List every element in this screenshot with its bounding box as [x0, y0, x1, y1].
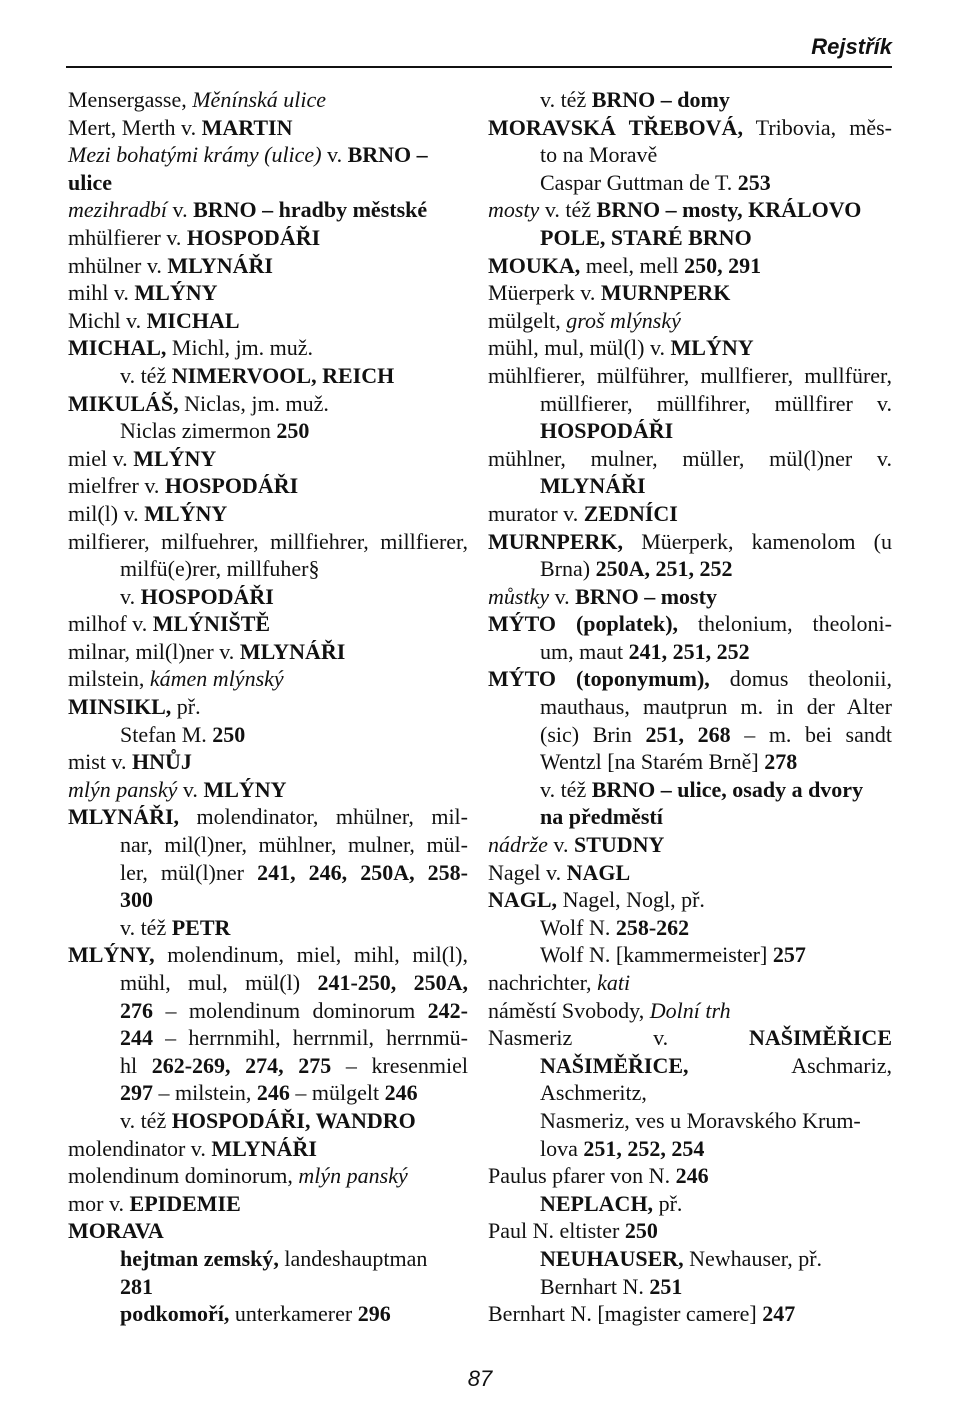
index-entry-line — [488, 665, 892, 693]
entry-text: Nasmeriz, ves u Moravského Krum- — [540, 1107, 861, 1133]
entry-text: Bernhart N. [magister camere] — [488, 1301, 763, 1327]
entry-bold-text: MÝTO (toponymum), — [488, 666, 710, 692]
entry-text: Stefan M. — [120, 721, 213, 747]
entry-bold-text: MIKULÁŠ, — [68, 390, 179, 416]
entry-bold-text: 250A, 251, 252 — [595, 556, 733, 582]
entry-italic-text: mlýn panský — [298, 1163, 408, 1189]
entry-bold-text: 296 — [357, 1301, 391, 1327]
entry-italic-text: mosty — [488, 197, 540, 223]
index-entry-line — [68, 1052, 468, 1080]
entry-text: milnar, mil(l)ner v. — [68, 638, 240, 664]
entry-bold-text: NEPLACH, — [540, 1190, 654, 1216]
entry-text: molendinum, miel, mihl, mil(l), — [154, 942, 468, 968]
entry-text: Caspar Guttman de T. — [540, 169, 738, 195]
index-entry-line — [68, 583, 468, 611]
entry-bold-text: PETR — [171, 914, 231, 940]
entry-bold-text: hejtman zemský, — [120, 1245, 279, 1271]
entry-text: thelonium, theoloni- — [678, 611, 892, 637]
entry-text: milhof v. — [68, 611, 153, 637]
index-entry-line — [68, 196, 468, 224]
entry-bold-text: MLÝNY — [670, 335, 754, 361]
entry-bold-text: 250 — [276, 418, 310, 444]
index-entry-line — [488, 1024, 892, 1052]
entry-text: mauthaus, mautprun m. in der Alter — [540, 694, 892, 720]
index-entry-line — [68, 914, 468, 942]
entry-bold-text: MLÝNY — [133, 445, 217, 471]
entry-bold-text: MINSIKL, — [68, 694, 172, 720]
index-column-left — [68, 86, 468, 1328]
index-entry-line — [68, 445, 468, 473]
entry-bold-text: 241, 251, 252 — [628, 638, 750, 664]
entry-text: v. — [547, 832, 574, 858]
index-entry-line — [68, 638, 468, 666]
entry-bold-text: HOSPODÁŘI — [140, 583, 274, 609]
header-title: Rejstřík — [811, 34, 892, 59]
entry-bold-text: MLÝNY, — [68, 942, 155, 968]
entry-bold-text: 297 — [120, 1080, 153, 1106]
entry-text: mhülfierer v. — [68, 224, 187, 250]
entry-bold-text: MICHAL, — [68, 335, 167, 361]
entry-bold-text: MARTIN — [201, 114, 293, 140]
entry-bold-text: 281 — [120, 1273, 153, 1299]
entry-bold-text: 241, 246, 250A, 258- — [257, 859, 469, 885]
index-entry-line — [68, 555, 468, 583]
entry-bold-text: 241-250, 250A, — [317, 970, 468, 995]
entry-text: Michl, jm. muž. — [166, 335, 314, 361]
index-entry-line — [488, 1245, 892, 1273]
entry-bold-text: NAGL — [566, 859, 631, 885]
index-entry-line — [68, 886, 468, 914]
entry-bold-text: 247 — [762, 1301, 796, 1327]
index-entry-line — [488, 390, 892, 418]
entry-text: Müerperk, kamenolom (u — [623, 528, 892, 554]
entry-bold-text: 242- — [427, 997, 468, 1023]
entry-text: um, maut — [540, 638, 629, 664]
entry-bold-text: HNŮJ — [131, 749, 192, 775]
index-entry-line — [488, 196, 892, 224]
entry-text: nar, mil(l)ner, mühlner, mulner, mül- — [120, 832, 468, 858]
running-header — [66, 30, 892, 68]
index-entry-line — [68, 1107, 468, 1135]
entry-text: Newhauser, př. — [683, 1245, 823, 1271]
index-entry-line — [488, 555, 892, 583]
entry-bold-text: NAGL, — [488, 887, 558, 913]
index-entry-line — [488, 1052, 892, 1107]
index-entry-line — [68, 252, 468, 280]
entry-bold-text: MORAVA — [68, 1218, 164, 1244]
entry-text: – molendinum dominorum — [153, 997, 428, 1023]
entry-bold-text: ulice — [68, 169, 112, 195]
entry-text: mülgelt, — [488, 307, 567, 333]
entry-text: př. — [653, 1190, 683, 1216]
entry-bold-text: ZEDNÍCI — [583, 500, 678, 526]
entry-italic-text: Mezi bohatými krámy (ulice) — [68, 142, 322, 168]
entry-italic-text: můstky — [488, 583, 550, 609]
index-entry-line — [68, 279, 468, 307]
entry-text: meel, mell — [580, 252, 685, 278]
index-entry-line — [488, 693, 892, 721]
index-entry-line — [488, 721, 892, 749]
page-number: 87 — [467, 1366, 493, 1391]
index-entry-line — [68, 748, 468, 776]
index-entry-line — [68, 86, 468, 114]
index-entry-line — [68, 1217, 468, 1245]
entry-bold-text: 246 — [384, 1080, 418, 1106]
index-entry-line — [488, 776, 892, 804]
entry-bold-text: MLÝNY — [134, 280, 218, 306]
index-entry-line — [488, 114, 892, 142]
entry-bold-text: MOUKA, — [488, 252, 581, 278]
index-entry-line — [68, 1190, 468, 1218]
index-entry-line — [488, 472, 892, 500]
entry-text: molendinum dominorum, — [68, 1163, 299, 1189]
index-entry-line — [488, 914, 892, 942]
index-entry-line — [68, 500, 468, 528]
entry-text: mühl, mul, mül(l) — [120, 970, 318, 995]
entry-bold-text: 251, 268 — [645, 721, 731, 747]
entry-bold-text: MLYNÁŘI — [540, 473, 646, 499]
entry-bold-text: EPIDEMIE — [129, 1190, 241, 1216]
index-entry-line — [488, 1135, 892, 1163]
entry-text: mühlner, mulner, müller, mül(l)ner v. — [488, 445, 892, 471]
entry-bold-text: BRNO – mosty — [575, 583, 717, 609]
entry-italic-text: groš mlýnský — [566, 307, 681, 333]
entry-text: náměstí Svobody, — [488, 997, 650, 1023]
entry-text: Mert, Merth v. — [68, 114, 202, 140]
index-entry-line — [488, 1300, 892, 1328]
index-entry-line — [68, 859, 468, 887]
entry-text: v. — [177, 776, 204, 802]
entry-text: hl — [120, 1052, 152, 1078]
entry-bold-text: MÝTO (poplatek), — [488, 611, 679, 637]
entry-text: mihl v. — [68, 280, 135, 306]
entry-text: př. — [171, 694, 201, 720]
index-entry-line — [488, 279, 892, 307]
entry-text: v. — [167, 197, 194, 223]
entry-text: Nasmeriz v. — [488, 1025, 749, 1051]
entry-bold-text: HOSPODÁŘI — [540, 418, 674, 444]
entry-italic-text: kámen mlýnský — [149, 666, 284, 692]
index-entry-line — [488, 417, 892, 445]
entry-bold-text: MLÝNIŠTĚ — [152, 611, 271, 637]
entry-bold-text: 276 — [120, 997, 153, 1023]
index-entry-line — [488, 307, 892, 335]
index-entry-line — [68, 610, 468, 638]
index-entry-line — [488, 1162, 892, 1190]
entry-text: Aschmariz, Aschmeritz, — [540, 1052, 892, 1106]
index-entry-line — [488, 169, 892, 197]
entry-text: Paulus pfarer von N. — [488, 1163, 676, 1189]
entry-text: – kresenmiel — [331, 1052, 468, 1078]
entry-text: ler, mül(l)ner — [120, 859, 258, 885]
entry-text: mil(l) v. — [68, 500, 145, 526]
index-entry-line — [488, 831, 892, 859]
entry-bold-text: MLÝNY — [203, 776, 287, 802]
index-entry-line — [488, 803, 892, 831]
index-entry-line — [488, 224, 892, 252]
entry-text: Müerperk v. — [488, 280, 601, 306]
entry-bold-text: HOSPODÁŘI, WANDRO — [171, 1107, 416, 1133]
index-entry-line — [68, 528, 468, 556]
index-entry-line — [488, 638, 892, 666]
index-entry-line — [68, 776, 468, 804]
entry-text: mühlfierer, mülführer, mullfierer, mullfürer, — [488, 362, 892, 388]
entry-bold-text: POLE, STARÉ BRNO — [540, 224, 752, 250]
index-entry-line — [488, 969, 892, 997]
index-entry-line — [488, 997, 892, 1025]
entry-bold-text: MLYNÁŘI, — [68, 804, 180, 830]
entry-bold-text: NIMERVOOL, REICH — [171, 362, 395, 388]
entry-italic-text: kati — [597, 970, 631, 995]
entry-bold-text: 257 — [772, 942, 806, 968]
entry-bold-text: 246 — [675, 1163, 709, 1189]
entry-bold-text: BRNO – ulice, osady a dvory — [591, 776, 864, 802]
entry-bold-text: NAŠIMĚŘICE, — [540, 1052, 689, 1078]
entry-bold-text: STUDNY — [573, 832, 665, 858]
index-entry-line — [488, 1217, 892, 1245]
entry-text: v. též — [539, 197, 597, 223]
index-entry-line — [488, 1190, 892, 1218]
index-entry-line — [488, 583, 892, 611]
entry-bold-text: HOSPODÁŘI — [164, 473, 299, 499]
entry-text: Niclas, jm. muž. — [178, 390, 329, 416]
entry-text: milfierer, milfuehrer, millfiehrer, millfierer, — [68, 528, 468, 554]
entry-text: murator v. — [488, 500, 584, 526]
index-entry-line — [488, 500, 892, 528]
entry-bold-text: 278 — [764, 749, 798, 775]
entry-text: Paul N. eltister — [488, 1218, 625, 1244]
entry-text: Bernhart N. — [540, 1273, 650, 1299]
entry-bold-text: 250 — [624, 1218, 658, 1244]
index-entry-line — [68, 169, 468, 197]
entry-text: unterkamerer — [229, 1301, 358, 1327]
entry-bold-text: 250, 291 — [684, 252, 762, 278]
entry-text: Tribovia, měs- — [742, 114, 892, 140]
entry-bold-text: BRNO – domy — [591, 87, 730, 112]
index-entry-line — [488, 445, 892, 473]
entry-text: milstein, — [68, 666, 150, 692]
entry-text: molendinator, mhülner, mil- — [179, 804, 468, 830]
entry-italic-text: Měnínská ulice — [192, 87, 327, 112]
entry-text: mist v. — [68, 749, 132, 775]
entry-text: mor v. — [68, 1190, 130, 1216]
entry-text: v. též — [540, 87, 592, 112]
entry-italic-text: mlýn panský — [68, 776, 178, 802]
entry-bold-text: 253 — [737, 169, 771, 195]
entry-text: mhülner v. — [68, 252, 168, 278]
index-entry-line — [488, 141, 892, 169]
index-entry-line — [488, 1273, 892, 1301]
index-entry-line — [68, 1024, 468, 1052]
entry-bold-text: NAŠIMĚŘICE — [748, 1025, 892, 1051]
index-entry-line — [68, 114, 468, 142]
index-entry-line — [68, 693, 468, 721]
index-entry-line — [488, 610, 892, 638]
entry-bold-text: BRNO – hradby městské — [193, 197, 428, 223]
index-entry-line — [488, 886, 892, 914]
entry-bold-text: 246 — [256, 1080, 290, 1106]
entry-text: miel v. — [68, 445, 134, 471]
entry-italic-text: Dolní trh — [649, 997, 731, 1023]
index-entry-line — [68, 390, 468, 418]
index-entry-line — [68, 1245, 468, 1273]
entry-text: – m. bei sandt — [730, 721, 892, 747]
entry-text: Wolf N. [kammermeister] — [540, 942, 773, 968]
index-column-right — [488, 86, 892, 1328]
entry-text: Wentzl [na Starém Brně] — [540, 749, 765, 775]
entry-bold-text: BRNO – — [347, 142, 428, 168]
index-entry-line — [68, 1300, 468, 1328]
entry-text: – mülgelt — [289, 1080, 385, 1106]
index-entry-line — [488, 252, 892, 280]
entry-text: – milstein, — [153, 1080, 257, 1106]
index-entry-line — [68, 1079, 468, 1107]
index-entry-line — [68, 307, 468, 335]
entry-text: v. též — [120, 362, 172, 388]
entry-bold-text: MURNPERK — [600, 280, 731, 306]
entry-bold-text: 250 — [212, 721, 246, 747]
index-entry-line — [68, 334, 468, 362]
index-entry-line — [68, 224, 468, 252]
entry-text: Brna) — [540, 556, 596, 582]
entry-text: milfü(e)rer, millfuher§ — [120, 556, 320, 582]
entry-bold-text: 251 — [649, 1273, 683, 1299]
entry-bold-text: 262-269, 274, 275 — [151, 1052, 332, 1078]
entry-text: molendinator v. — [68, 1135, 212, 1161]
index-entry-line — [488, 362, 892, 390]
entry-text: v. též — [540, 776, 592, 802]
entry-italic-text: nádrže — [488, 832, 548, 858]
index-entry-line — [68, 472, 468, 500]
index-entry-line — [68, 1135, 468, 1163]
index-entry-line — [68, 721, 468, 749]
entry-text: landeshauptman — [278, 1245, 428, 1271]
index-entry-line — [68, 997, 468, 1025]
index-entry-line — [488, 748, 892, 776]
entry-text: Nagel, Nogl, př. — [557, 887, 705, 913]
entry-text: v. — [120, 583, 141, 609]
entry-bold-text: MLÝNY — [144, 500, 228, 526]
entry-bold-text: MICHAL — [146, 307, 240, 333]
index-entry-line — [68, 831, 468, 859]
index-entry-line — [488, 941, 892, 969]
entry-bold-text: BRNO – mosty, KRÁLOVO — [596, 197, 862, 223]
entry-italic-text: mezihradbí — [68, 197, 167, 223]
entry-text: lova — [540, 1135, 584, 1161]
index-entry-line — [68, 941, 468, 969]
entry-bold-text: na předměstí — [540, 804, 663, 830]
entry-text: to na Moravě — [540, 142, 658, 168]
index-entry-line — [488, 334, 892, 362]
entry-text: Niclas zimermon — [120, 418, 277, 444]
entry-text: nachrichter, — [488, 970, 598, 995]
index-entry-line — [488, 528, 892, 556]
entry-text: Nagel v. — [488, 859, 567, 885]
index-entry-line — [68, 362, 468, 390]
entry-text: – herrnmihl, herrnmil, herrnmü- — [153, 1025, 468, 1051]
index-entry-line — [488, 86, 892, 114]
entry-bold-text: MLYNÁŘI — [211, 1135, 317, 1161]
index-entry-line — [68, 1273, 468, 1301]
entry-bold-text: 244 — [120, 1025, 153, 1051]
entry-text: (sic) Brin — [540, 721, 646, 747]
entry-bold-text: MORAVSKÁ TŘEBOVÁ, — [488, 114, 743, 140]
entry-bold-text: MURNPERK, — [488, 528, 624, 554]
index-entry-line — [488, 859, 892, 887]
entry-bold-text: MLYNÁŘI — [239, 638, 346, 664]
entry-text: mühl, mul, mül(l) v. — [488, 335, 671, 361]
index-entry-line — [68, 1162, 468, 1190]
index-entry-line — [68, 417, 468, 445]
index-entry-line — [488, 1107, 892, 1135]
entry-bold-text: MLYNÁŘI — [167, 252, 273, 278]
entry-bold-text: 258-262 — [615, 914, 690, 940]
entry-bold-text: HOSPODÁŘI — [186, 224, 321, 250]
entry-text: müllfierer, müllfihrer, müllfirer v. — [540, 390, 892, 416]
entry-bold-text: podkomoří, — [120, 1301, 230, 1327]
index-entry-line — [68, 141, 468, 169]
entry-text: v. též — [120, 914, 172, 940]
entry-text: Michl v. — [68, 307, 147, 333]
entry-text: v. — [321, 142, 348, 168]
index-entry-line — [68, 665, 468, 693]
index-entry-line — [68, 803, 468, 831]
entry-bold-text: 300 — [120, 887, 153, 913]
entry-bold-text: NEUHAUSER, — [540, 1245, 684, 1271]
index-entry-line — [68, 969, 468, 997]
entry-text: v. — [549, 583, 576, 609]
entry-text: domus theolonii, — [709, 666, 892, 692]
entry-bold-text: 251, 252, 254 — [583, 1135, 705, 1161]
entry-text: mielfrer v. — [68, 473, 165, 499]
entry-text: v. též — [120, 1107, 172, 1133]
entry-text: Mensergasse, — [68, 87, 193, 112]
entry-text: Wolf N. — [540, 914, 616, 940]
